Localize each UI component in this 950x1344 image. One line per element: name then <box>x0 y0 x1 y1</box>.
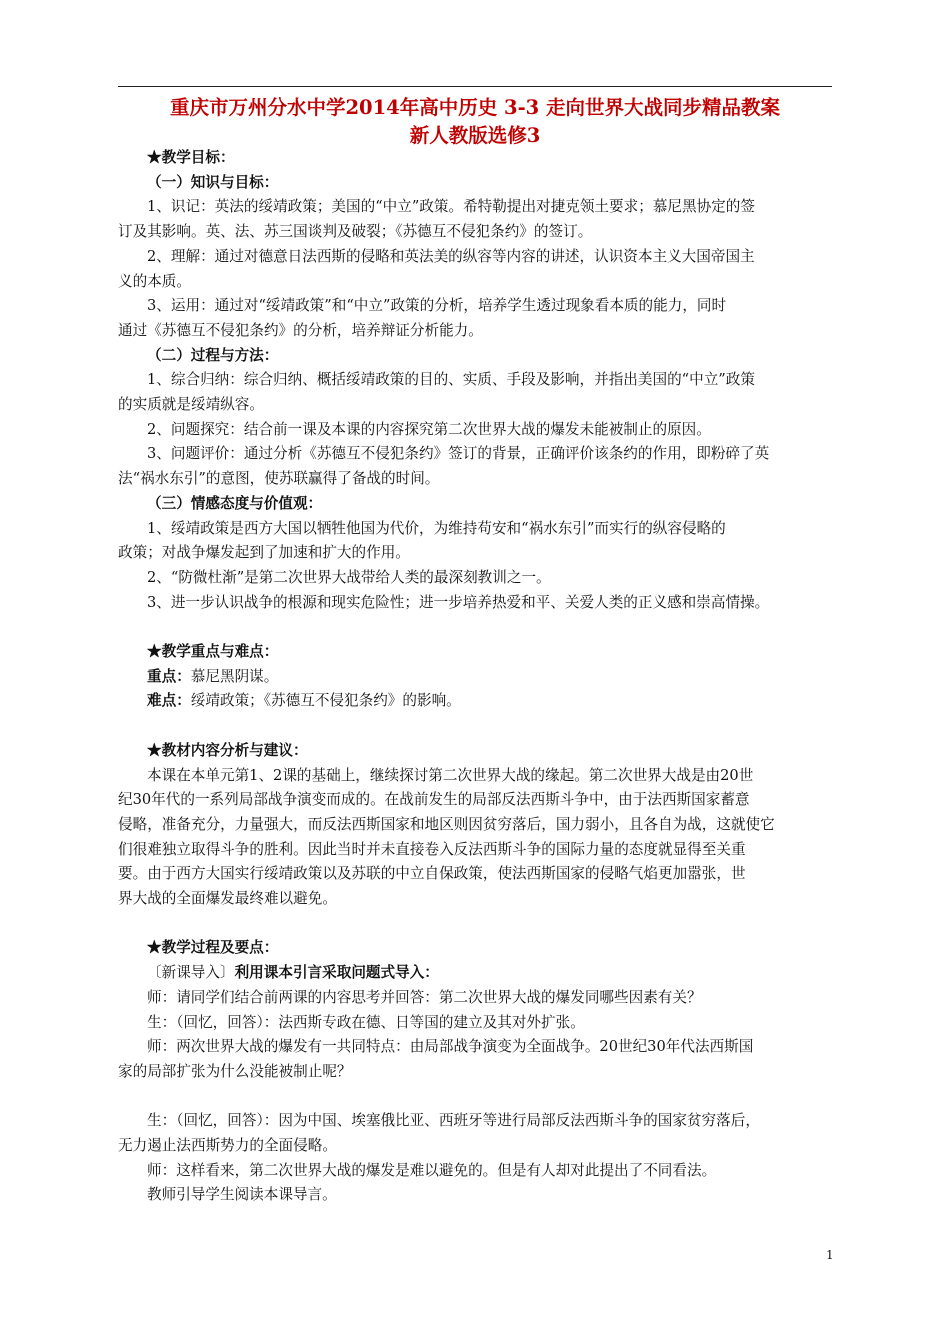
document-title-line1: 重庆市万州分水中学2014年高中历史 3-3 走向世界大战同步精品教案 <box>169 96 781 119</box>
knowledge-line: 3、运用：通过对“绥靖政策”和“中立”政策的分析，培养学生透过现象看本质的能力，同时 <box>147 297 727 315</box>
analysis-line: 们很难独立取得斗争的胜利。因此当时并未直接卷入反法西斯斗争的国际力量的态度就显得至关重 <box>118 840 746 858</box>
analysis-line: 本课在本单元第1、2课的基础上，继续探讨第二次世界大战的缘起。第二次世界大战是由20世 <box>147 766 754 784</box>
method-line: 1、综合归纳：综合归纳、概括绥靖政策的目的、实质、手段及影响，并指出美国的“中立”政策 <box>147 371 755 389</box>
knowledge-line: 订及其影响。英、法、苏三国谈判及破裂；《苏德互不侵犯条约》的签订。 <box>118 223 593 241</box>
process-heading: ★教学过程及要点： <box>147 939 279 957</box>
values-line: 2、“防微杜渐”是第二次世界大战带给人类的最深刻教训之一。 <box>147 568 551 586</box>
spacer <box>118 714 838 739</box>
difficulty-line <box>118 689 838 714</box>
dialogue-line: 师：这样看来，第二次世界大战的爆发是难以避免的。但是有人却对此提出了不同看法。 <box>147 1161 717 1179</box>
dialogue-line: 教师引导学生阅读本课导言。 <box>147 1186 337 1204</box>
method-line: 3、问题评价：通过分析《苏德互不侵犯条约》签订的背景，正确评价该条约的作用，即粉碎了英 <box>147 445 770 463</box>
values-line: 3、进一步认识战争的根源和现实危险性；进一步培养热爱和平、关爱人类的正义感和崇高情操。 <box>147 593 770 611</box>
dialogue-line: 生：（回忆，回答）：因为中国、埃塞俄比亚、西班牙等进行局部反法西斯斗争的国家贫穷落后， <box>147 1112 760 1130</box>
document-title-line2: 新人教版选修3 <box>409 124 541 147</box>
focus-text: 慕尼黑阴谋。 <box>190 667 279 685</box>
dialogue-line: 师：请同学们结合前两课的内容思考并回答：第二次世界大战的爆发同哪些因素有关？ <box>147 988 702 1006</box>
dialogue-line: 师：两次世界大战的爆发有一共同特点：由局部战争演变为全面战争。20世纪30年代法西斯国 <box>147 1038 754 1056</box>
dialogue-line: 家的局部扩张为什么没能被制止呢？ <box>118 1062 352 1080</box>
analysis-line: 纪30年代的一系列局部战争演变而成的。在战前发生的局部反法西斯斗争中，由于法西斯国家蓄意 <box>118 791 750 809</box>
keypoints-heading: ★教学重点与难点： <box>147 643 279 661</box>
analysis-line: 要。由于西方大国实行绥靖政策以及苏联的中立自保政策，使法西斯国家的侵略气焰更加嚣张，世 <box>118 865 746 883</box>
values-line: 1、绥靖政策是西方大国以牺牲他国为代价，为维持苟安和“祸水东引”而实行的纵容侵略的 <box>147 519 726 537</box>
document-body <box>118 146 838 1208</box>
focus-label: 重点： <box>147 667 191 685</box>
intro-line <box>118 961 838 986</box>
spacer <box>118 1085 838 1110</box>
intro-bracket: 〔新课导入〕 <box>147 964 235 982</box>
dialogue-line: 无力遏止法西斯势力的全面侵略。 <box>118 1137 337 1155</box>
spacer <box>118 912 838 937</box>
spacer <box>118 615 838 640</box>
values-line: 政策；对战争爆发起到了加速和扩大的作用。 <box>118 544 410 562</box>
analysis-heading: ★教材内容分析与建议： <box>147 741 308 759</box>
knowledge-line: 2、理解：通过对德意日法西斯的侵略和英法美的纵容等内容的讲述，认识资本主义大国帝国主 <box>147 247 755 265</box>
method-line: 2、问题探究：结合前一课及本课的内容探究第二次世界大战的爆发未能被制止的原因。 <box>147 420 711 438</box>
knowledge-line: 义的本质。 <box>118 272 191 290</box>
header-rule <box>118 86 832 87</box>
knowledge-line: 通过《苏德互不侵犯条约》的分析，培养辩证分析能力。 <box>118 321 483 339</box>
method-line: 的实质就是绥靖纵容。 <box>118 396 264 414</box>
knowledge-line: 1、识记：英法的绥靖政策；美国的“中立”政策。希特勒提出对捷克领土要求；慕尼黑协定的签 <box>147 198 755 216</box>
intro-text: 利用课本引言采取问题式导入： <box>234 964 439 982</box>
difficulty-label: 难点： <box>147 692 191 710</box>
analysis-line: 侵略，准备充分，力量强大，而反法西斯国家和地区则因贫穷落后，国力弱小，且各自为战，这就使它 <box>118 815 775 833</box>
method-heading: （二）过程与方法： <box>147 346 279 364</box>
knowledge-heading: （一）知识与目标： <box>147 173 279 191</box>
values-heading: （三）情感态度与价值观： <box>147 494 323 512</box>
dialogue-line: 生：（回忆，回答）：法西斯专政在德、日等国的建立及其对外扩张。 <box>147 1013 585 1031</box>
analysis-line: 界大战的全面爆发最终难以避免。 <box>118 890 337 908</box>
page-number: 1 <box>826 1248 834 1262</box>
focus-line <box>118 665 838 690</box>
objectives-heading: ★教学目标： <box>147 149 235 166</box>
difficulty-text: 绥靖政策；《苏德互不侵犯条约》的影响。 <box>190 692 461 710</box>
method-line: 法“祸水东引”的意图，使苏联赢得了备战的时间。 <box>118 470 440 488</box>
